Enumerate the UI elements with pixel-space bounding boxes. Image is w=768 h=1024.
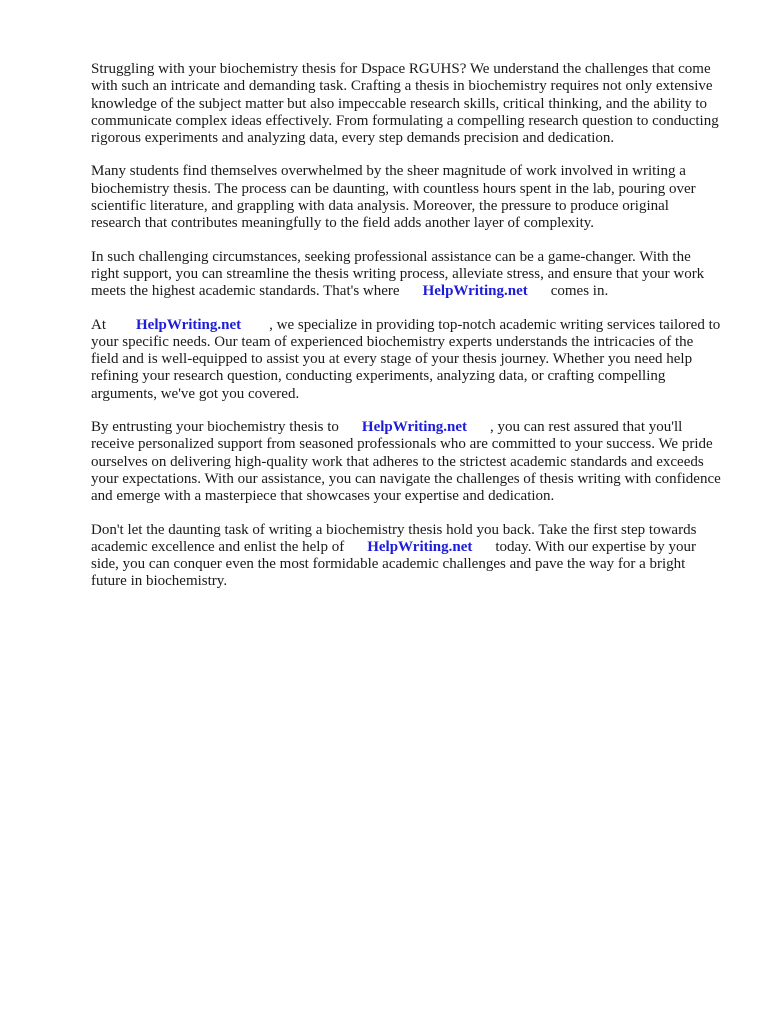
paragraph-assistance bbox=[91, 249, 721, 301]
helpwriting-link[interactable]: HelpWriting.net bbox=[422, 283, 528, 300]
paragraph-text: Don't let the daunting task of writing a biochemistry thesis hold you back. Take the first step towards academic excellence and enlist the help of bbox=[91, 521, 697, 555]
paragraph-services bbox=[91, 317, 721, 403]
helpwriting-link[interactable]: HelpWriting.net bbox=[367, 538, 473, 555]
helpwriting-link[interactable]: HelpWriting.net bbox=[361, 419, 468, 436]
paragraph-text: At bbox=[91, 316, 106, 333]
paragraph-closing bbox=[91, 522, 721, 591]
paragraph-text: , we specialize in providing top-notch academic writing services tailored to your specific needs. Our team of experienced biochemistry experts understands the intricacies of the field and is well-equipped to assist you at every stage of your thesis journey. Whether you need help refining your research question, conducting experiments, analyzing data, or crafting compelling arguments, we've got you covered. bbox=[91, 316, 721, 402]
paragraph-text: By entrusting your biochemistry thesis to bbox=[91, 419, 339, 436]
document-body bbox=[91, 61, 721, 607]
helpwriting-link[interactable]: HelpWriting.net bbox=[136, 316, 242, 333]
paragraph-entrusting bbox=[91, 419, 721, 505]
paragraph-text: , you can rest assured that you'll receive personalized support from seasoned professionals who are committed to your success. We pride ourselves on delivering high-quality work that adheres to the strictest academic standards and exceeds your expectations. With our assistance, you can navigate the challenges of thesis writing with confidence and emerge with a masterpiece that showcases your expertise and dedication. bbox=[91, 419, 721, 505]
paragraph-text: today. With our expertise by your side, you can conquer even the most formidable academic challenges and pave the way for a bright future in biochemistry. bbox=[91, 538, 696, 590]
paragraph-text: In such challenging circumstances, seeking professional assistance can be a game-changer. With the right support, you can streamline the thesis writing process, alleviate stress, and ensure that your work meets the highest academic standards. That's where bbox=[91, 248, 705, 300]
paragraph-text: comes in. bbox=[550, 283, 609, 300]
paragraph-intro: Struggling with your biochemistry thesis for Dspace RGUHS? We understand the challenges that come with such an intricate and demanding task. Crafting a thesis in biochemistry requires not only extensive knowledge of the subject matter but also impeccable research skills, critical thinking, and the ability to communicate complex ideas effectively. From formulating a compelling research question to conducting rigorous experiments and analyzing data, every step demands precision and dedication. bbox=[91, 61, 719, 147]
paragraph-overwhelmed: Many students find themselves overwhelmed by the sheer magnitude of work involved in writing a biochemistry thesis. The process can be daunting, with countless hours spent in the lab, pouring over scientific literature, and grappling with data analysis. Moreover, the pressure to produce original research that contributes meaningfully to the field adds another layer of complexity. bbox=[91, 163, 696, 232]
